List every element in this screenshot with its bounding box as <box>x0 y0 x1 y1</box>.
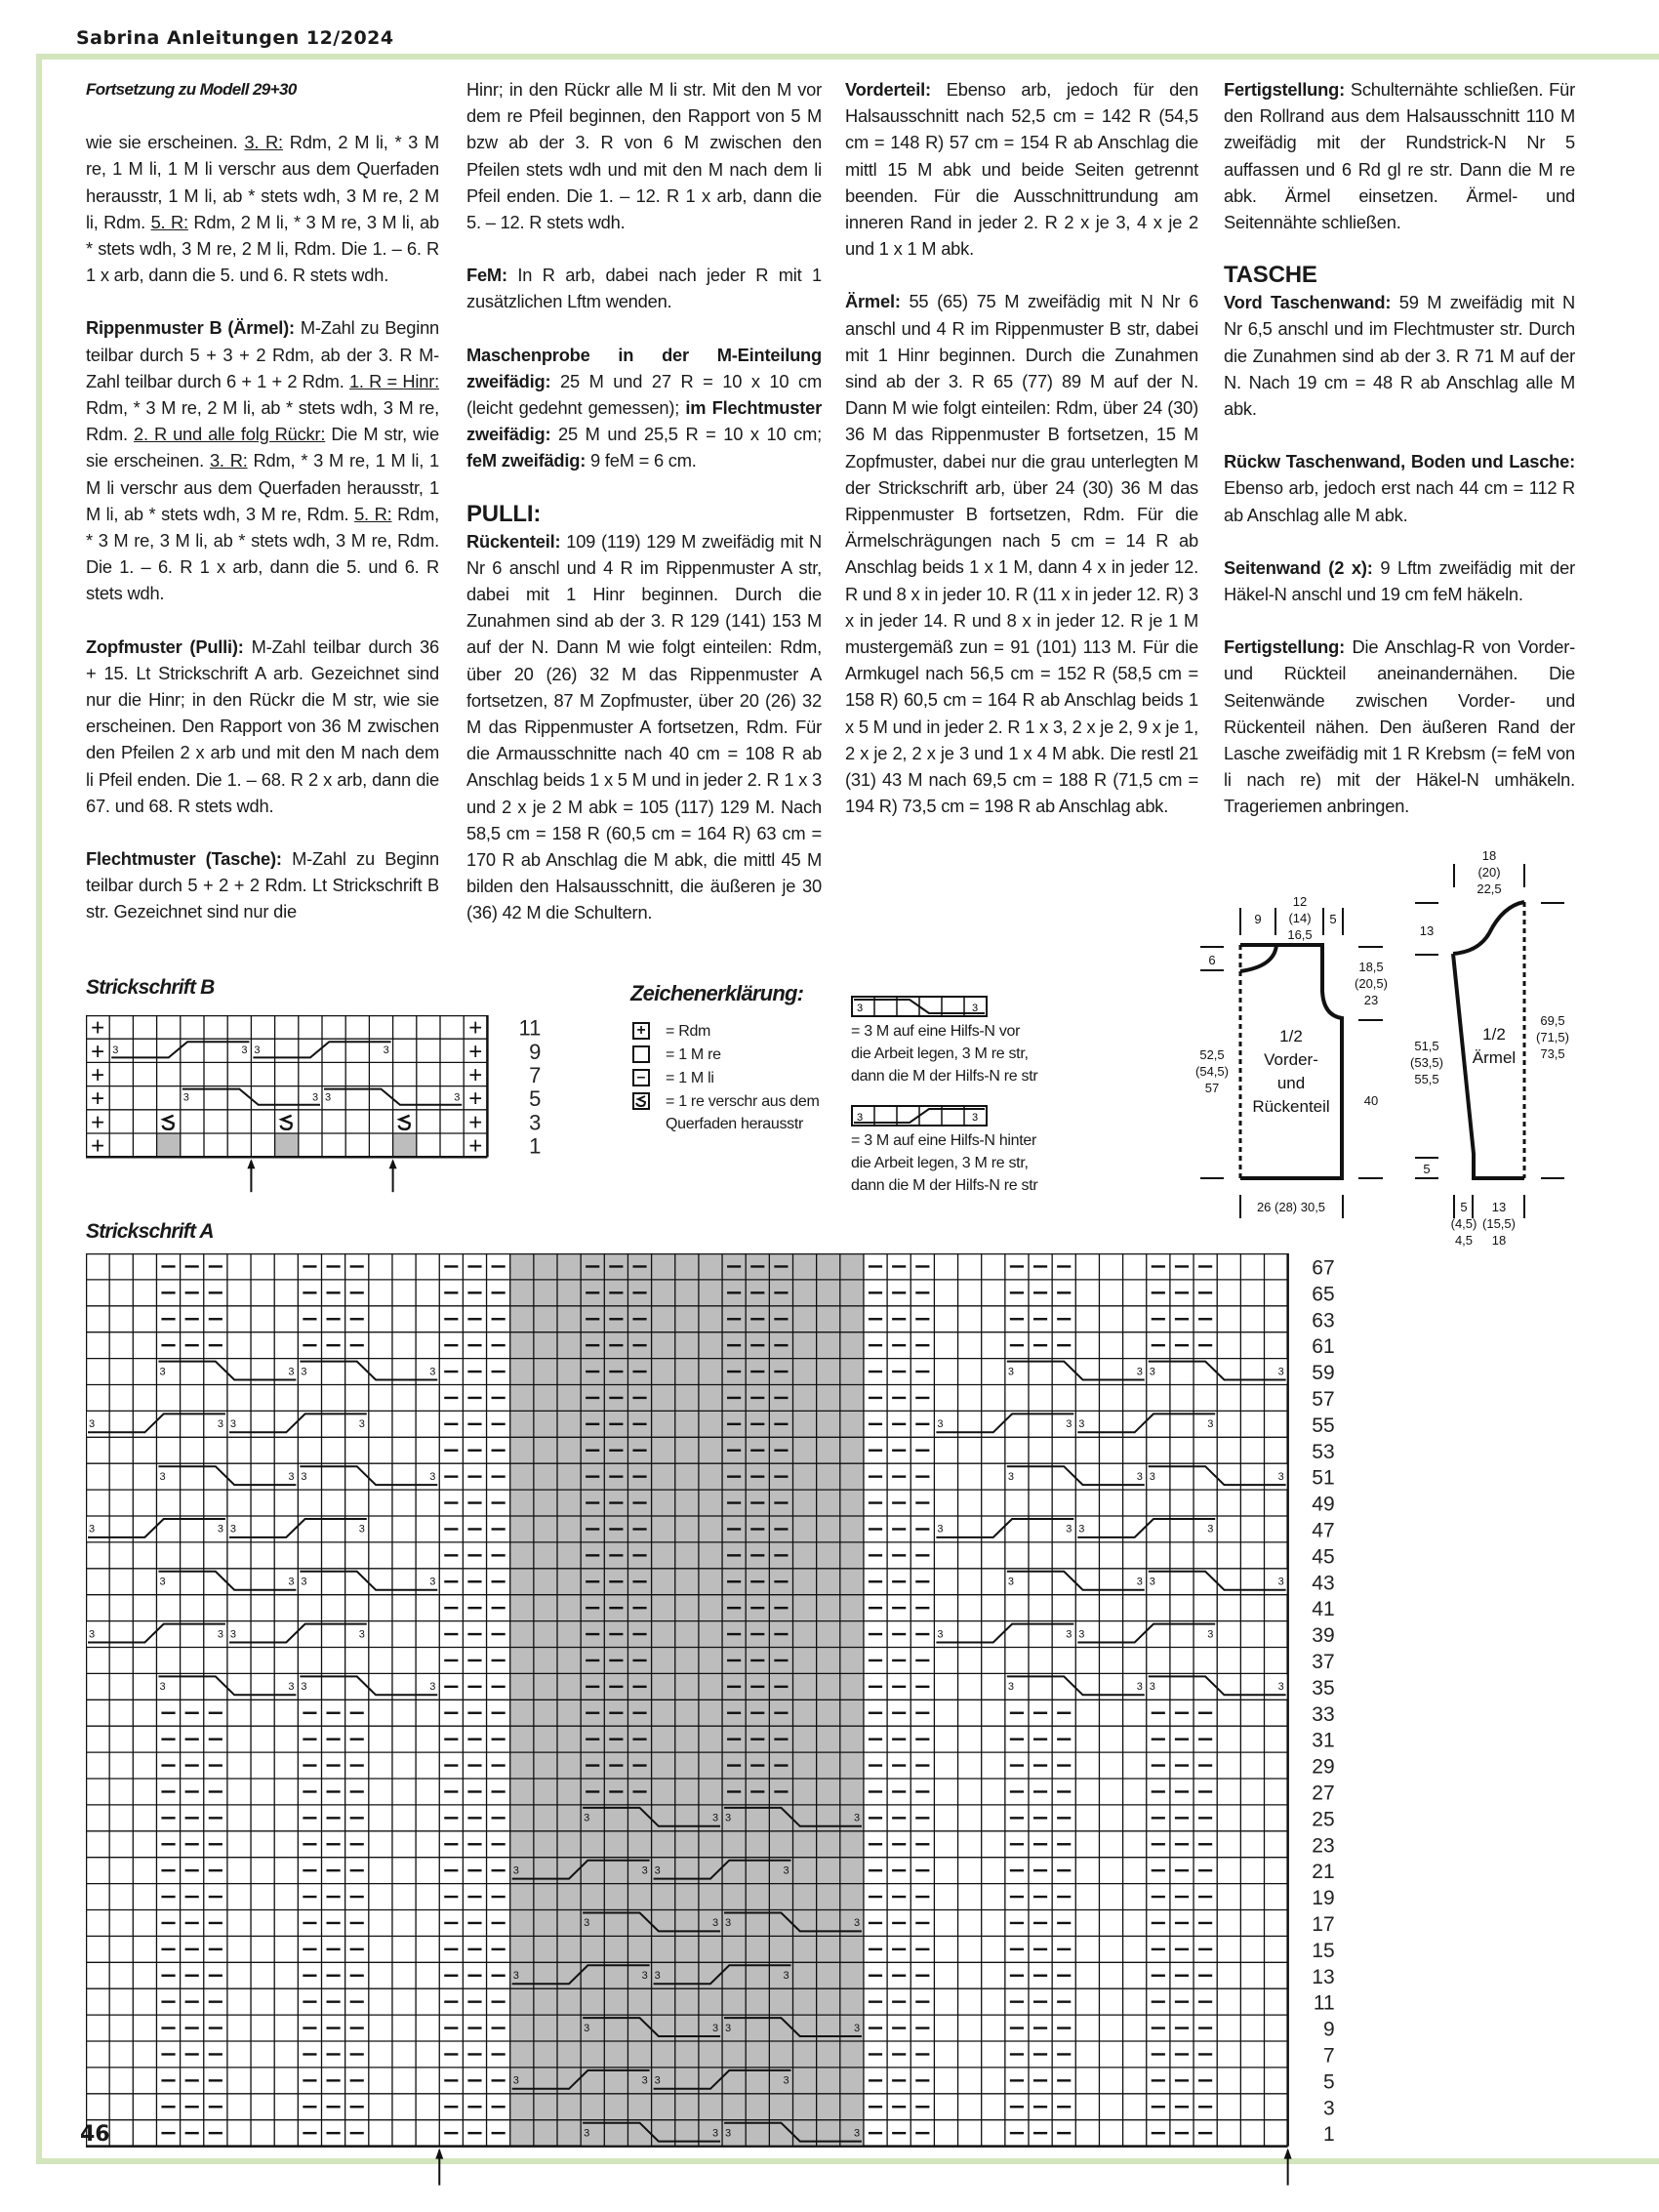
cable-count-label: 3 <box>288 1366 295 1378</box>
body-label-4: Rückenteil <box>1252 1097 1330 1116</box>
cable-count-label: 3 <box>1078 1628 1085 1641</box>
row-label: 15 <box>1312 1939 1335 1962</box>
row-label: 63 <box>1312 1309 1335 1332</box>
legend-title: Zeichenerklärung: <box>630 981 804 1005</box>
legend-label-purl: = 1 M li <box>666 1070 714 1086</box>
cable-count-label: 3 <box>288 1576 295 1588</box>
cable-count-label: 3 <box>217 1418 224 1431</box>
cable-count-label: 3 <box>853 1812 861 1824</box>
chart-a <box>86 1253 1355 2200</box>
row-label: 1 <box>529 1133 542 1159</box>
cable-count-label: 3 <box>1007 1681 1014 1694</box>
edge-stitch-symbol: + <box>91 1038 105 1065</box>
twisted-increase-symbol <box>281 1116 292 1129</box>
sleeve-label-1: 1/2 <box>1482 1025 1506 1044</box>
dim-side: 40 <box>1363 1093 1379 1108</box>
paragraph: Ärmel: 55 (65) 75 M zweifädig mit N Nr 6 anschl und 4 R im Rippenmuster B str, dabei mit 1 Hinr beginnen. Durch die Zunahmen sind ab der 3. R 65 (77) 89 M auf der N. Dann M wie folgt einteilen: Rdm, über 24 (30) 36 M das Rippenmuster B fortsetzen, 15 M Zopfmuster, dabei nur die grau unterlegten M der Strickschrift arb, über 24 (30) 36 M das Rippenmuster B fortsetzen, Rdm. Für die Ärmelschrägungen nach 5 cm = 14 R ab Anschlag beids 1 x 1 M, dann 4 x in jeder 12. R und 8 x in jeder 10. R (11 x in jeder 12. R) 3 x in jeder 14. R und 8 x in jeder 12. R je 1 M mustergemäß zun = 91 (101) 113 M. Für die Armkugel nach 56,5 cm = 152 R (58,5 cm = 158 R) 60,5 cm = 164 R ab Anschlag beids 1 x 5 M und in jeder 2. R 1 x 3, 2 x je 2, 9 x je 1, 2 x je 2, 2 x je 3 und 1 x 4 M abk. Die restl 21 (31) 43 M nach 69,5 cm = 188 R (71,5 cm = 194 R) 73,5 cm = 198 R ab Anschlag abk. <box>845 291 1198 817</box>
cable-count-label: 3 <box>1007 1576 1014 1588</box>
row-label: 13 <box>1312 1965 1335 1988</box>
body-label-1: 1/2 <box>1279 1027 1303 1045</box>
row-label: 53 <box>1312 1440 1335 1463</box>
cable-count-label: 3 <box>654 1969 661 1982</box>
dim-neck-1: 12 <box>1292 894 1308 909</box>
dim-armhole-2: (20,5) <box>1355 976 1388 991</box>
gray-cell <box>157 1133 181 1157</box>
dim-length-3: 57 <box>1204 1081 1220 1095</box>
row-label: 57 <box>1312 1388 1335 1412</box>
dim-bottom-right-3: 18 <box>1491 1233 1507 1248</box>
cable-count-label: 3 <box>454 1091 461 1104</box>
cable-count-label: 3 <box>1149 1366 1155 1378</box>
twisted-increase-icon <box>632 1092 650 1110</box>
paragraph: Rückw Taschenwand, Boden und Lasche: Ebenso arb, jedoch erst nach 44 cm = 112 R ab Anschlag alle M abk. <box>1224 451 1575 525</box>
cable-count-label: 3 <box>325 1091 332 1104</box>
row-label: 61 <box>1312 1335 1335 1359</box>
cable-count-label: 3 <box>853 2127 861 2140</box>
cable-count-label: 3 <box>1149 1576 1155 1588</box>
gray-cell <box>275 1133 299 1157</box>
cable-count-label: 3 <box>312 1091 319 1104</box>
legend-cable-front-line-1: = 3 M auf eine Hilfs-N vor <box>851 1023 1021 1040</box>
cable-count-label: 3 <box>783 2074 789 2087</box>
paragraph: Maschenprobe in der M-Einteilung zweifädig: 25 M und 27 R = 10 x 10 cm (leicht gedehnt gemessen); im Flechtmuster zweifädig: 25 M und 25,5 R = 10 x 10 cm; feM zweifädig: 9 feM = 6 cm. <box>466 344 822 471</box>
cable-count-label: 3 <box>1078 1418 1085 1431</box>
dim-shoulder: 9 <box>1254 912 1262 926</box>
cable-count-label: 3 <box>654 2074 661 2087</box>
cable-count-label: 3 <box>301 1470 307 1483</box>
row-label: 9 <box>529 1039 542 1064</box>
dim-sleeve-top-2: (20) <box>1477 865 1501 880</box>
twisted-increase-symbol <box>163 1116 174 1129</box>
cable-count-label: 3 <box>301 1681 307 1694</box>
cable-count-label: 3 <box>1066 1628 1072 1641</box>
legend-cable-front-line-3: dann die M der Hilfs-N re str <box>851 1068 1038 1085</box>
row-label: 45 <box>1312 1545 1335 1569</box>
section-heading: PULLI: <box>466 500 542 527</box>
cable-count-label: 3 <box>89 1418 96 1431</box>
text-column-2 <box>466 76 822 953</box>
cable-count-label: 3 <box>89 1523 96 1536</box>
cable-count-label: 3 <box>217 1628 224 1641</box>
row-label: 39 <box>1312 1624 1335 1648</box>
cable-count-label: 3 <box>1136 1366 1143 1378</box>
row-label: 47 <box>1312 1519 1335 1542</box>
row-label: 37 <box>1312 1651 1335 1674</box>
dim-length-2: (54,5) <box>1195 1064 1229 1079</box>
cable-count-label: 3 <box>1136 1576 1143 1588</box>
edge-stitch-symbol: + <box>468 1038 483 1065</box>
cable-count-label: 3 <box>159 1681 166 1694</box>
twisted-increase-symbol <box>399 1116 410 1129</box>
row-label: 27 <box>1312 1782 1335 1805</box>
paragraph: FeM: In R arb, dabei nach jeder R mit 1 zusätzlichen Lftm wenden. <box>466 265 822 312</box>
cable-count-label: 3 <box>712 1812 719 1824</box>
cable-count-label: 3 <box>712 1917 719 1930</box>
cable-count-label: 3 <box>937 1628 944 1641</box>
legend-label-knit: = 1 M re <box>666 1046 721 1063</box>
cable-count-label: 3 <box>1136 1470 1143 1483</box>
dim-sleeve-top-3: 22,5 <box>1477 881 1502 896</box>
row-label: 25 <box>1312 1808 1335 1831</box>
cable-count: 3 <box>857 1003 864 1014</box>
legend-cable-back-line-1: = 3 M auf eine Hilfs-N hinter <box>851 1132 1037 1149</box>
chart-b <box>86 1015 574 1201</box>
dim-bottom-left-1: 5 <box>1460 1200 1468 1214</box>
cable-count-label: 3 <box>1277 1470 1284 1483</box>
dim-length-1: 52,5 <box>1199 1047 1225 1062</box>
cable-count-label: 3 <box>159 1470 166 1483</box>
cable-count-label: 3 <box>1007 1470 1014 1483</box>
purl-stitch-icon: – <box>632 1069 650 1086</box>
edge-stitch-symbol: + <box>91 1109 105 1136</box>
dim-bottom-right-2: (15,5) <box>1482 1216 1516 1231</box>
cable-count-label: 3 <box>654 1864 661 1877</box>
page-frame-top <box>36 54 1659 60</box>
row-label: 55 <box>1312 1413 1335 1437</box>
cable-count-label: 3 <box>1007 1366 1014 1378</box>
cable-count-label: 3 <box>584 1917 590 1930</box>
cable-count-label: 3 <box>429 1470 436 1483</box>
cable-count-label: 3 <box>217 1523 224 1536</box>
cable-count-label: 3 <box>159 1576 166 1588</box>
cable-back-icon <box>851 1104 988 1127</box>
row-label: 51 <box>1312 1466 1335 1490</box>
edge-stitch-symbol: + <box>468 1086 483 1113</box>
cable-count-label: 3 <box>89 1628 96 1641</box>
cable-count-label: 3 <box>937 1523 944 1536</box>
legend <box>630 981 1079 1215</box>
cable-count: 3 <box>972 1003 979 1014</box>
dim-sleeve-length-2: (71,5) <box>1536 1030 1569 1045</box>
cable-count-label: 3 <box>712 2127 719 2140</box>
repeat-arrow-head <box>389 1159 397 1168</box>
cable-count-label: 3 <box>1149 1681 1155 1694</box>
chart-b-title: Strickschrift B <box>86 976 215 999</box>
cable-count-label: 3 <box>937 1418 944 1431</box>
cable-count-label: 3 <box>512 2074 519 2087</box>
cable-count-label: 3 <box>288 1470 295 1483</box>
cable-count-label: 3 <box>383 1045 389 1057</box>
cable-count: 3 <box>857 1112 864 1124</box>
edge-stitch-symbol: + <box>468 1132 483 1160</box>
dim-neck-depth: 6 <box>1208 953 1216 967</box>
row-label: 17 <box>1312 1913 1335 1937</box>
row-label: 9 <box>1322 2018 1335 2041</box>
row-label: 11 <box>518 1015 542 1041</box>
cable-count-label: 3 <box>1277 1576 1284 1588</box>
cable-count-label: 3 <box>429 1681 436 1694</box>
dim-bottom-left-2: (4,5) <box>1450 1216 1477 1231</box>
dim-sleeve-length-1: 69,5 <box>1540 1013 1565 1028</box>
dim-seam-1: 51,5 <box>1414 1039 1439 1053</box>
cable-count-label: 3 <box>512 1864 519 1877</box>
dim-seam-2: (53,5) <box>1410 1055 1443 1070</box>
cable-count-label: 3 <box>584 1812 590 1824</box>
cable-count-label: 3 <box>584 2022 590 2034</box>
cable-count-label: 3 <box>159 1366 166 1378</box>
dim-sleeve-length-3: 73,5 <box>1540 1046 1565 1061</box>
cable-count-label: 3 <box>712 2022 719 2034</box>
cable-count-label: 3 <box>112 1045 119 1057</box>
row-label: 65 <box>1312 1283 1335 1306</box>
edge-stitch-symbol: + <box>468 1061 483 1088</box>
dim-sleeve-top-1: 18 <box>1481 848 1497 863</box>
cable-front-icon <box>851 995 988 1018</box>
dim-armhole-inset: 5 <box>1329 912 1337 926</box>
dim-neck-3: 16,5 <box>1287 927 1313 942</box>
edge-stitch-symbol: + <box>91 1015 105 1042</box>
body-label-2: Vorder- <box>1264 1050 1318 1069</box>
legend-label-increase: = 1 re verschr aus dem <box>666 1093 820 1110</box>
row-label: 35 <box>1312 1676 1335 1700</box>
cable-count-label: 3 <box>1207 1523 1214 1536</box>
cable-count-label: 3 <box>725 1917 732 1930</box>
cable-count-label: 3 <box>584 2127 590 2140</box>
edge-stitch-symbol: + <box>91 1086 105 1113</box>
cable-count-label: 3 <box>358 1628 365 1641</box>
chart-a-title: Strickschrift A <box>86 1220 214 1243</box>
cable-count: 3 <box>972 1112 979 1124</box>
row-label: 59 <box>1312 1362 1335 1385</box>
cable-count-label: 3 <box>229 1418 237 1431</box>
dim-bottom-left-3: 4,5 <box>1454 1233 1474 1248</box>
dim-cuff: 5 <box>1423 1162 1431 1176</box>
dim-width: 26 (28) 30,5 <box>1256 1200 1326 1214</box>
cable-count-label: 3 <box>1277 1366 1284 1378</box>
row-label: 7 <box>529 1062 542 1087</box>
legend-label-rdm: = Rdm <box>666 1023 711 1040</box>
edge-stitch-icon: + <box>632 1022 650 1040</box>
cable-count-label: 3 <box>1207 1418 1214 1431</box>
cable-count-label: 3 <box>1207 1628 1214 1641</box>
page-frame-left <box>36 54 42 2162</box>
row-label: 49 <box>1312 1493 1335 1516</box>
cable-count-label: 3 <box>182 1091 189 1104</box>
body-neckline <box>1240 945 1276 971</box>
edge-stitch-symbol: + <box>91 1132 105 1160</box>
cable-count-label: 3 <box>429 1576 436 1588</box>
cable-count-label: 3 <box>358 1523 365 1536</box>
cable-count-label: 3 <box>1066 1523 1072 1536</box>
cable-count-label: 3 <box>1078 1523 1085 1536</box>
paragraph: Vord Taschenwand: 59 M zweifädig mit N Nr 6,5 anschl und im Flechtmuster str. Durch die Zunahmen sind ab der 3. R 71 M auf der N. Nach 19 cm = 48 R ab Anschlag alle M abk. <box>1224 292 1575 420</box>
knit-stitch-icon <box>632 1045 650 1063</box>
paragraph: Zopfmuster (Pulli): M-Zahl teilbar durch 36 + 15. Lt Strickschrift A arb. Gezeichnet sind nur die Hinr; in den Rückr die M str, wie sie erscheinen. Den Rapport von 36 M zwischen den Pfeilen 2 x arb und mit den M nach dem li Pfeil enden. Die 1. – 68. R 2 x arb, dann die 67. und 68. R stets wdh. <box>86 635 439 816</box>
row-label: 29 <box>1312 1755 1335 1779</box>
cable-count-label: 3 <box>429 1366 436 1378</box>
edge-stitch-symbol: + <box>468 1109 483 1136</box>
edge-stitch-symbol: + <box>91 1061 105 1088</box>
legend-cable-front-line-2: die Arbeit legen, 3 M re str, <box>851 1045 1029 1062</box>
cable-count-label: 3 <box>229 1628 237 1641</box>
dim-bottom-right-1: 13 <box>1491 1200 1507 1214</box>
row-label: 21 <box>1312 1861 1335 1884</box>
row-label: 5 <box>529 1086 542 1112</box>
paragraph: Flechtmuster (Tasche): M-Zahl zu Beginn teilbar durch 5 + 2 + 2 Rdm. Lt Strickschrift B str. Gezeichnet sind nur die <box>86 848 439 922</box>
dim-armhole-1: 18,5 <box>1358 960 1384 974</box>
cable-count-label: 3 <box>241 1045 248 1057</box>
row-label: 67 <box>1312 1256 1335 1280</box>
dim-seam-3: 55,5 <box>1414 1072 1439 1086</box>
legend-cable-back-line-3: dann die M der Hilfs-N re str <box>851 1177 1038 1194</box>
cable-count-label: 3 <box>1149 1470 1155 1483</box>
page-number: 46 <box>80 2122 110 2147</box>
cable-count-label: 3 <box>641 1864 648 1877</box>
paragraph: Vorderteil: Ebenso arb, jedoch für den Halsausschnitt nach 52,5 cm = 142 R (54,5 cm = 148 R) 57 cm = 154 R ab Anschlag die mittl 15 M abk und beide Seiten getrennt beenden. Für die Ausschnittrundung am inneren Rand in jeder 2. R 2 x je 3, 4 x je 2 und 1 x 1 M abk. <box>845 79 1198 260</box>
text-column-3 <box>845 76 1198 845</box>
cable-count-label: 3 <box>358 1418 365 1431</box>
cable-count-label: 3 <box>725 2127 732 2140</box>
row-label: 7 <box>1322 2044 1335 2068</box>
row-label: 19 <box>1312 1887 1335 1910</box>
row-label: 11 <box>1313 1991 1335 2015</box>
section-heading: TASCHE <box>1224 262 1317 289</box>
cable-count-label: 3 <box>1277 1681 1284 1694</box>
cable-count-label: 3 <box>1136 1681 1143 1694</box>
paragraph: Rückenteil: 109 (119) 129 M zweifädig mit N Nr 6 anschl und 4 R im Rippenmuster A str, dabei mit 1 Hinr beginnen. Durch die Zunahmen sind ab der 3. R 129 (141) 153 M auf der N. Dann M wie folgt einteilen: Rdm, über 20 (26) 32 M das Rippenmuster A fortsetzen, 87 M Zopfmuster, über 20 (26) 32 M das Rippenmuster A fortsetzen, Rdm. Für die Armausschnitte nach 40 cm = 108 R ab Anschlag beids 1 x 5 M und in jeder 2. R 1 x 3 und 2 x je 2 M abk = 105 (117) 129 M. Nach 58,5 cm = 158 R (60,5 cm = 164 R) 63 cm = 170 R ab Anschlag die M abk, die mittl 45 M bilden den Halsausschnitt, die äußeren je 30 (36) 42 M die Schultern. <box>466 530 822 923</box>
cable-count-label: 3 <box>512 1969 519 1982</box>
garment-schematic <box>1181 840 1610 1249</box>
cable-count-label: 3 <box>725 1812 732 1824</box>
gray-cell <box>393 1133 417 1157</box>
dim-cap: 13 <box>1419 923 1435 938</box>
cable-count-label: 3 <box>1066 1418 1072 1431</box>
paragraph: Rippenmuster B (Ärmel): M-Zahl zu Beginn teilbar durch 5 + 3 + 2 Rdm, ab der 3. R M-Zahl teilbar durch 6 + 1 + 2 Rdm. 1. R = Hinr: Rdm, * 3 M re, 2 M li, ab * stets wdh, 3 M re, Rdm. 2. R und alle folg Rückr: Die M str, wie sie erscheinen. 3. R: Rdm, * 3 M re, 1 M li, 1 M li verschr aus dem Querfaden herausstr, 1 M li, ab * stets wdh, 3 M re, Rdm. 5. R: Rdm, * 3 M re, 3 M li, ab * stets wdh, 3 M re, Rdm. Die 1. – 6. R 1 x arb, dann die 5. und 6. R stets wdh. <box>86 317 440 604</box>
repeat-arrow-head <box>247 1159 255 1168</box>
cable-count-label: 3 <box>288 1681 295 1694</box>
row-label: 33 <box>1312 1702 1335 1726</box>
row-label: 1 <box>1322 2123 1335 2147</box>
cable-count-label: 3 <box>229 1523 237 1536</box>
row-label: 23 <box>1312 1834 1335 1858</box>
dim-neck-2: (14) <box>1288 911 1312 925</box>
cable-count-label: 3 <box>301 1576 307 1588</box>
paragraph: Fertigstellung: Die Anschlag-R von Vorder- und Rückteil aneinandernähen. Die Seitenwände zwischen Vorder- und Rückenteil nähen. Den äußeren Rand der Lasche zweifädig mit 1 R Krebsm (= feM von li nach re) mit der Häkel-N umhäkeln. Trageriemen anbringen. <box>1224 636 1575 817</box>
cable-count-label: 3 <box>783 1969 789 1982</box>
text-column-4 <box>1224 76 1575 846</box>
paragraph: wie sie erscheinen. 3. R: Rdm, 2 M li, * 3 M re, 1 M li, 1 M li verschr aus dem Querfaden herausstr, 1 M li, ab * stets wdh, 3 M re, 2 M li, Rdm. 5. R: Rdm, 2 M li, * 3 M re, 3 M li, ab * stets wdh, 3 M re, 2 M li, Rdm. Die 1. – 6. R 1 x arb, dann die 5. und 6. R stets wdh. <box>86 132 439 286</box>
sleeve-label-2: Ärmel <box>1472 1048 1517 1067</box>
legend-label-increase-2: Querfaden herausstr <box>666 1116 804 1132</box>
row-label: 5 <box>1322 2070 1335 2094</box>
row-label: 41 <box>1312 1598 1335 1621</box>
cable-count-label: 3 <box>254 1045 261 1057</box>
paragraph: Hinr; in den Rückr alle M li str. Mit den M vor dem re Pfeil beginnen, den Rapport von 5 M bzw ab der 3. R von 6 M zwischen den Pfeilen stets wdh und mit den M nach dem li Pfeil enden. Die 1. – 12. R 1 x arb, dann die 5. – 12. R stets wdh. <box>466 79 822 233</box>
cable-count-label: 3 <box>641 1969 648 1982</box>
row-label: 3 <box>1322 2097 1335 2120</box>
body-label-3: und <box>1276 1074 1306 1092</box>
continuation-kicker: Fortsetzung zu Modell 29+30 <box>86 80 297 99</box>
cable-count-label: 3 <box>725 2022 732 2034</box>
cable-count-label: 3 <box>853 1917 861 1930</box>
cable-count-label: 3 <box>641 2074 648 2087</box>
edge-stitch-symbol: + <box>468 1015 483 1042</box>
text-column-1 <box>86 76 439 952</box>
repeat-arrow-head <box>1284 2149 1292 2159</box>
repeat-arrow-head <box>435 2149 443 2159</box>
row-label: 3 <box>529 1110 542 1135</box>
magazine-header: Sabrina Anleitungen 12/2024 <box>76 27 394 49</box>
cable-count-label: 3 <box>301 1366 307 1378</box>
row-label: 43 <box>1312 1572 1335 1595</box>
cable-count-label: 3 <box>783 1864 789 1877</box>
paragraph: Fertigstellung: Schulternähte schließen. Für den Rollrand aus dem Halsausschnitt 110 M zweifädig mit der Rundstrick-N Nr 5 auffassen und 6 Rd gl re str. Dann die M re abk. Ärmel einsetzen. Ärmel- und Seitennähte schließen. <box>1224 79 1575 233</box>
row-label: 31 <box>1312 1729 1335 1752</box>
cable-count-label: 3 <box>853 2022 861 2034</box>
dim-armhole-3: 23 <box>1363 993 1379 1007</box>
legend-cable-back-line-2: die Arbeit legen, 3 M re str, <box>851 1155 1029 1171</box>
paragraph: Seitenwand (2 x): 9 Lftm zweifädig mit der Häkel-N anschl und 19 cm feM häkeln. <box>1224 556 1575 605</box>
